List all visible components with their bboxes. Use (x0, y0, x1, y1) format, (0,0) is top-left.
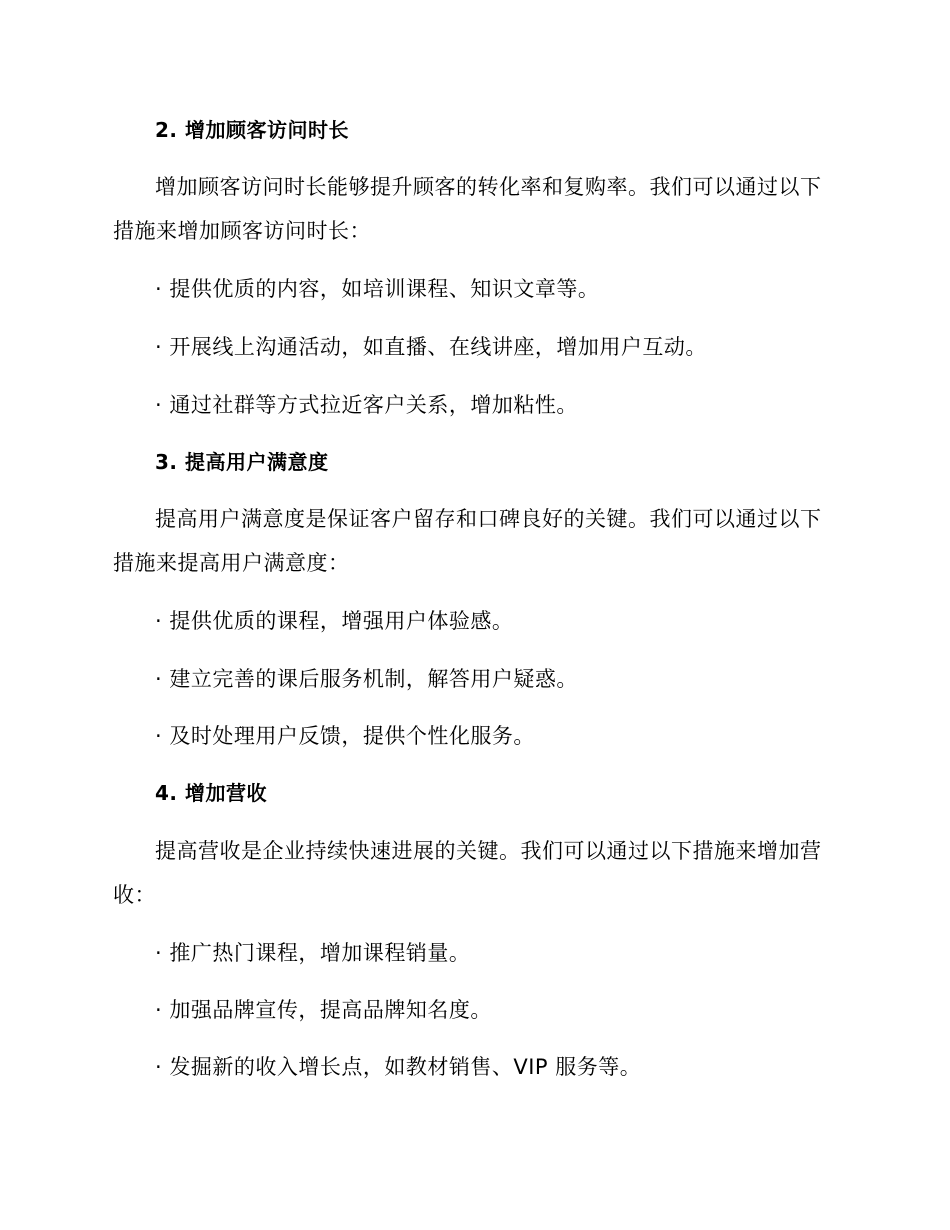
bullet-item: · 开展线上沟通活动，如直播、在线讲座，增加用户互动。 (155, 335, 707, 359)
paragraph-line: 增加顾客访问时长能够提升顾客的转化率和复购率。我们可以通过以下 (155, 175, 822, 199)
bullet-item: · 通过社群等方式拉近客户关系，增加粘性。 (155, 393, 578, 417)
bullet-item: · 发掘新的收入增长点，如教材销售、VIP 服务等。 (155, 1055, 642, 1079)
bullet-item: · 提供优质的内容，如培训课程、知识文章等。 (155, 277, 600, 301)
section-heading: 4. 增加营收 (155, 781, 267, 805)
paragraph-line: 收： (113, 883, 156, 907)
bullet-item: · 推广热门课程，增加课程销量。 (155, 941, 471, 965)
paragraph-line: 措施来增加顾客访问时长： (113, 219, 371, 243)
section-heading: 3. 提高用户满意度 (155, 450, 329, 474)
section-heading: 2. 增加顾客访问时长 (155, 118, 349, 142)
bullet-item: · 建立完善的课后服务机制，解答用户疑惑。 (155, 667, 578, 691)
bullet-item: · 加强品牌宣传，提高品牌知名度。 (155, 998, 492, 1022)
bullet-item: · 及时处理用户反馈，提供个性化服务。 (155, 724, 535, 748)
paragraph-line: 提高营收是企业持续快速进展的关键。我们可以通过以下措施来增加营 (155, 839, 822, 863)
paragraph-line: 措施来提高用户满意度： (113, 551, 350, 575)
bullet-item: · 提供优质的课程，增强用户体验感。 (155, 609, 514, 633)
paragraph-line: 提高用户满意度是保证客户留存和口碑良好的关键。我们可以通过以下 (155, 507, 822, 531)
